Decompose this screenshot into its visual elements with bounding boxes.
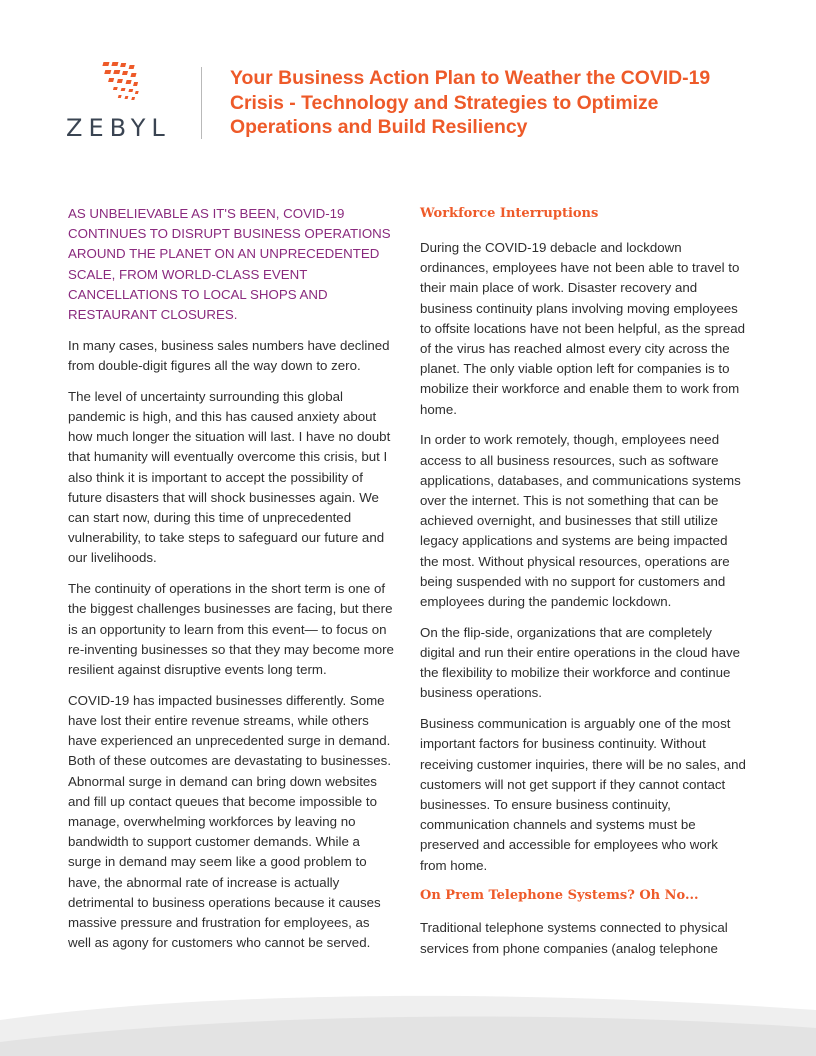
lead-paragraph: AS UNBELIEVABLE AS IT'S BEEN, COVID-19 CONTINUES TO DISRUPT BUSINESS OPERATIONS AROUND THE PLANET ON AN UNPRECEDENTED SCALE, FROM WORLD-CLASS EVENT CANCELLATIONS TO LOCAL SHOPS AND RESTAURANT CLOSURES. (68, 206, 391, 323)
footer-wave-decoration (0, 992, 816, 1056)
header-divider (201, 67, 202, 139)
body-paragraph: In order to work remotely, though, employees need access to all business resources, such as software applications, databases, and communications systems over the internet. This is not something that can be achieved overnight, and businesses that still utilize legacy applications and systems are being impacted the most. Without physical resources, operations are being suspended with no support for customers and employees during the pandemic lockdown. (420, 432, 741, 610)
zebyl-logo (66, 60, 186, 140)
body-paragraph: During the COVID-19 debacle and lockdown ordinances, employees have not been able to travel to their main place of work. Disaster recovery and business continuity plans involving moving employees to offsite locations have not been helpful, as the spread of the virus has reached almost every city across the planet. The only viable option left for companies is to mobilize their workforce and enable them to work from home. (420, 240, 746, 417)
logo-grid-mark-icon (102, 60, 162, 110)
body-paragraph: COVID-19 has impacted businesses differently. Some have lost their entire revenue streams, while others have experienced an unprecedented surge in demand. Both of these outcomes are devastating to businesses. Abnormal surge in demand can bring down websites and fill up contact queues that become impossible to manage, overwhelming workforces by leaving no bandwidth to support customer demands. While a surge in demand may seem like a good problem to have, the abnormal rate of increase is actually detrimental to business operations because it causes massive pressure and frustration for employees, as well as agony for customers who cannot be served. (68, 692, 392, 951)
section-heading-workforce: Workforce Interruptions (420, 206, 599, 221)
section-heading-on-prem: On Prem Telephone Systems? Oh No... (420, 888, 699, 904)
body-paragraph: Business communication is arguably one of the most important factors for business continuity. Without receiving customer inquiries, there will be no sales, and customers will not get support if they cannot contact businesses. To ensure business continuity, communication channels and systems must be preserved and accessible for employees who work from home. (420, 716, 746, 873)
body-paragraph: The continuity of operations in the short term is one of the biggest challenges businesses are facing, but there is an opportunity to learn from this event— to focus on re-inventing businesses so that they may become more resilient against disruptive events long term. (68, 581, 394, 678)
right-column (420, 204, 748, 969)
body-paragraph: Traditional telephone systems connected to physical services from phone companies (analog telephone (420, 920, 728, 956)
page-title: Your Business Action Plan to Weather the COVID-19 Crisis - Technology and Strategies to Optimize Operations and Build Resiliency (230, 67, 711, 138)
left-column (68, 204, 394, 964)
body-paragraph: The level of uncertainty surrounding this global pandemic is high, and this has caused anxiety about how much longer the situation will last. I have no doubt that humanity will eventually overcome this crisis, but I also think it is important to accept the possibility of future disasters that will shock businesses again. We can start now, during this time of unprecedented vulnerability, to take steps to safeguard our future and our livelihoods. (68, 388, 391, 566)
body-paragraph: On the flip-side, organizations that are completely digital and run their entire operations in the cloud have the flexibility to mobilize their workforce and continue business operations. (420, 624, 741, 701)
logo-wordmark: ZEBYL (66, 114, 171, 142)
body-paragraph: In many cases, business sales numbers have declined from double-digit figures all the way down to zero. (68, 337, 390, 374)
